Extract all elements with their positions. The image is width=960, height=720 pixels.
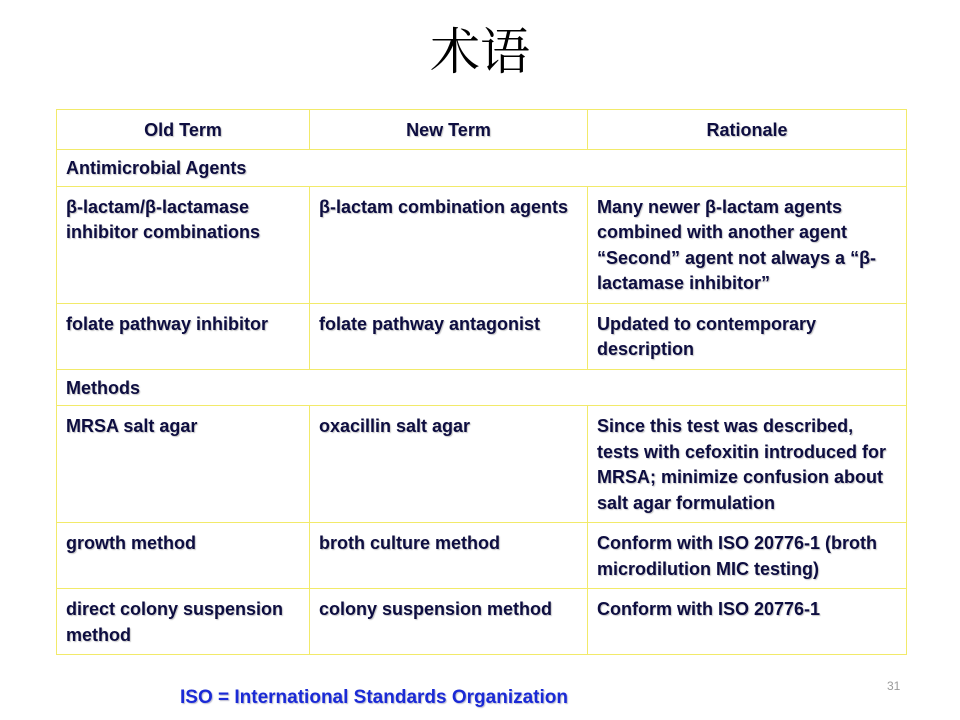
rationale-cell: Since this test was described, tests with cefoxitin introduced for MRSA; minimize confusion about salt agar formulation bbox=[588, 406, 907, 523]
new-term-cell: folate pathway antagonist bbox=[310, 303, 588, 369]
slide-title: 术语 bbox=[430, 23, 530, 81]
old-term-cell: folate pathway inhibitor bbox=[57, 303, 310, 369]
new-term-cell: colony suspension method bbox=[310, 589, 588, 655]
new-term-cell: oxacillin salt agar bbox=[310, 406, 588, 523]
header-rationale: Rationale bbox=[588, 110, 907, 150]
table-row bbox=[57, 406, 907, 523]
rationale-cell: Conform with ISO 20776-1 bbox=[588, 589, 907, 655]
header-new-term: New Term bbox=[310, 110, 588, 150]
new-term-cell: β-lactam combination agents bbox=[310, 186, 588, 303]
rationale-cell: Updated to contemporary description bbox=[588, 303, 907, 369]
table-header-row bbox=[57, 110, 907, 150]
terminology-table bbox=[56, 109, 907, 655]
header-old-term: Old Term bbox=[57, 110, 310, 150]
old-term-cell: MRSA salt agar bbox=[57, 406, 310, 523]
old-term-cell: growth method bbox=[57, 523, 310, 589]
old-term-cell: β-lactam/β-lactamase inhibitor combinations bbox=[57, 186, 310, 303]
iso-footnote: ISO = International Standards Organization bbox=[180, 687, 568, 708]
section-row-antimicrobial-agents bbox=[57, 150, 907, 187]
rationale-cell: Conform with ISO 20776-1 (broth microdilution MIC testing) bbox=[588, 523, 907, 589]
page-number: 31 bbox=[887, 679, 901, 693]
old-term-cell: direct colony suspension method bbox=[57, 589, 310, 655]
table-row bbox=[57, 589, 907, 655]
table-row bbox=[57, 523, 907, 589]
new-term-cell: broth culture method bbox=[310, 523, 588, 589]
table-row bbox=[57, 186, 907, 303]
section-row-methods bbox=[57, 369, 907, 406]
rationale-cell: Many newer β-lactam agents combined with another agent “Second” agent not always a “β-lactamase inhibitor” bbox=[588, 186, 907, 303]
table-row bbox=[57, 303, 907, 369]
section-label: Methods bbox=[57, 369, 907, 406]
section-label: Antimicrobial Agents bbox=[57, 150, 907, 187]
